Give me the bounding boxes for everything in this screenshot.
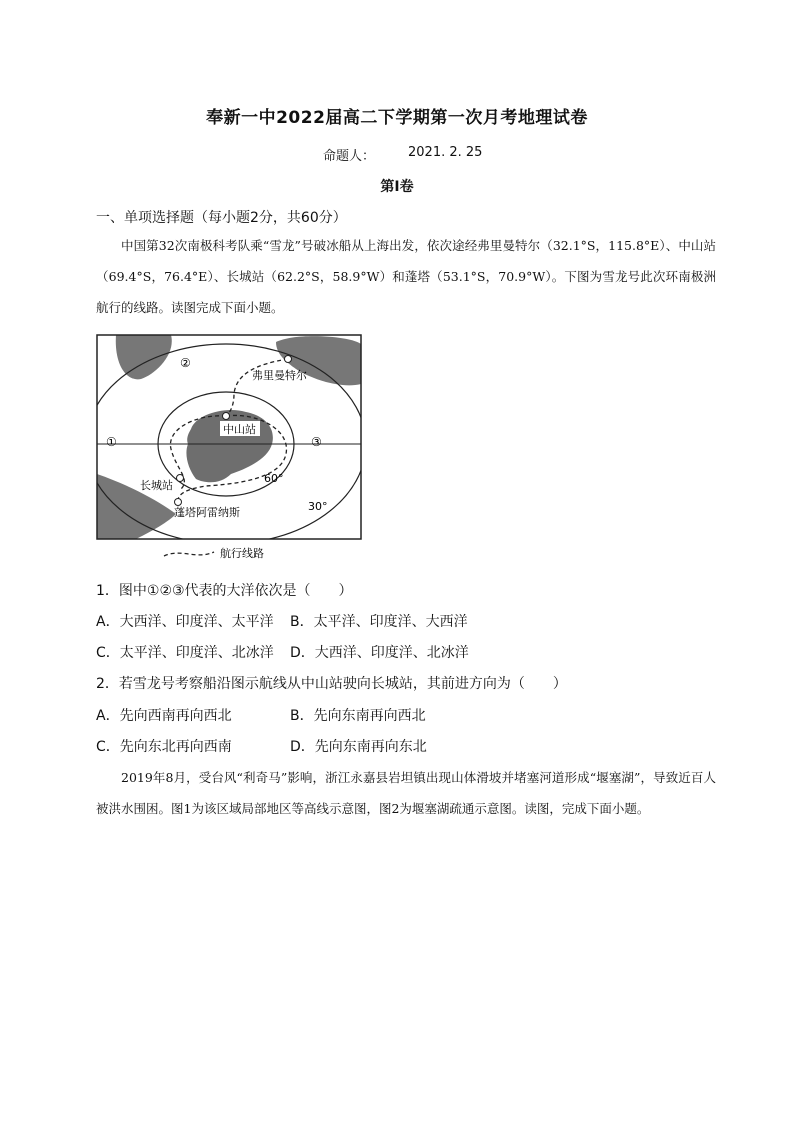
lat-60-label: 60°	[264, 472, 284, 485]
fremantle-point	[285, 356, 292, 363]
q1-option-a[interactable]: A．大西洋、印度洋、太平洋	[96, 614, 274, 630]
q1-option-c[interactable]: C．太平洋、印度洋、北冰洋	[96, 645, 274, 661]
antarctica-landmass	[186, 410, 272, 482]
q2-option-c[interactable]: C．先向东北再向西南	[96, 739, 232, 755]
q2-option-b[interactable]: B．先向东南再向西北	[290, 708, 426, 724]
exam-date: 2021. 2. 25	[408, 145, 483, 160]
question-2-stem: 2．若雪龙号考察船沿图示航线从中山站驶向长城站，其前进方向为（ ）	[96, 676, 567, 692]
changcheng-point	[177, 475, 184, 482]
ocean-2-label: ②	[180, 356, 191, 370]
punta-label: 蓬塔阿雷纳斯	[174, 506, 240, 519]
volume-heading: 第Ⅰ卷	[380, 179, 414, 195]
punta-point	[175, 499, 182, 506]
fremantle-label: 弗里曼特尔	[252, 369, 307, 382]
q2-option-d[interactable]: D．先向东南再向东北	[290, 739, 427, 755]
q2-option-a[interactable]: A．先向西南再向西北	[96, 708, 232, 724]
passage-2: 2019年8月，受台风“利奇马”影响，浙江永嘉县岩坦镇出现山体滑坡并堵塞河道形成“堰塞湖”，导致近百人被洪水围困。图1为该区域局部地区等高线示意图，图2为堰塞湖疏通示意图。读图，完成下面小题。	[96, 770, 716, 816]
passage-1: 中国第32次南极科考队乘“雪龙”号破冰船从上海出发，依次途经弗里曼特尔（32.1°S，115.8°E）、中山站（69.4°S，76.4°E）、长城站（62.2°S，58.9°W）和蓬塔（53.1°S，70.9°W）。下图为雪龙号此次环南极洲航行的线路。读图完成下面小题。	[96, 238, 716, 315]
antarctic-route-map	[96, 334, 366, 564]
changcheng-label: 长城站	[140, 479, 173, 492]
section-heading: 一、单项选择题（每小题2分，共60分）	[96, 210, 347, 226]
lat-30-label: 30°	[308, 500, 328, 513]
author-label: 命题人：	[323, 149, 376, 164]
q1-option-d[interactable]: D．大西洋、印度洋、北冰洋	[290, 645, 469, 661]
question-1-stem: 1．图中①②③代表的大洋依次是（ ）	[96, 583, 353, 599]
zhongshan-point	[223, 413, 230, 420]
q1-option-b[interactable]: B．太平洋、印度洋、大西洋	[290, 614, 468, 630]
ocean-1-label: ①	[106, 435, 117, 449]
zhongshan-label: 中山站	[223, 423, 256, 436]
ocean-3-label: ③	[311, 435, 322, 449]
africa-landmass	[116, 335, 172, 379]
page-title: 奉新一中2022届高二下学期第一次月考地理试卷	[206, 108, 588, 128]
legend-line	[164, 552, 214, 556]
legend-label: 航行线路	[220, 547, 264, 560]
